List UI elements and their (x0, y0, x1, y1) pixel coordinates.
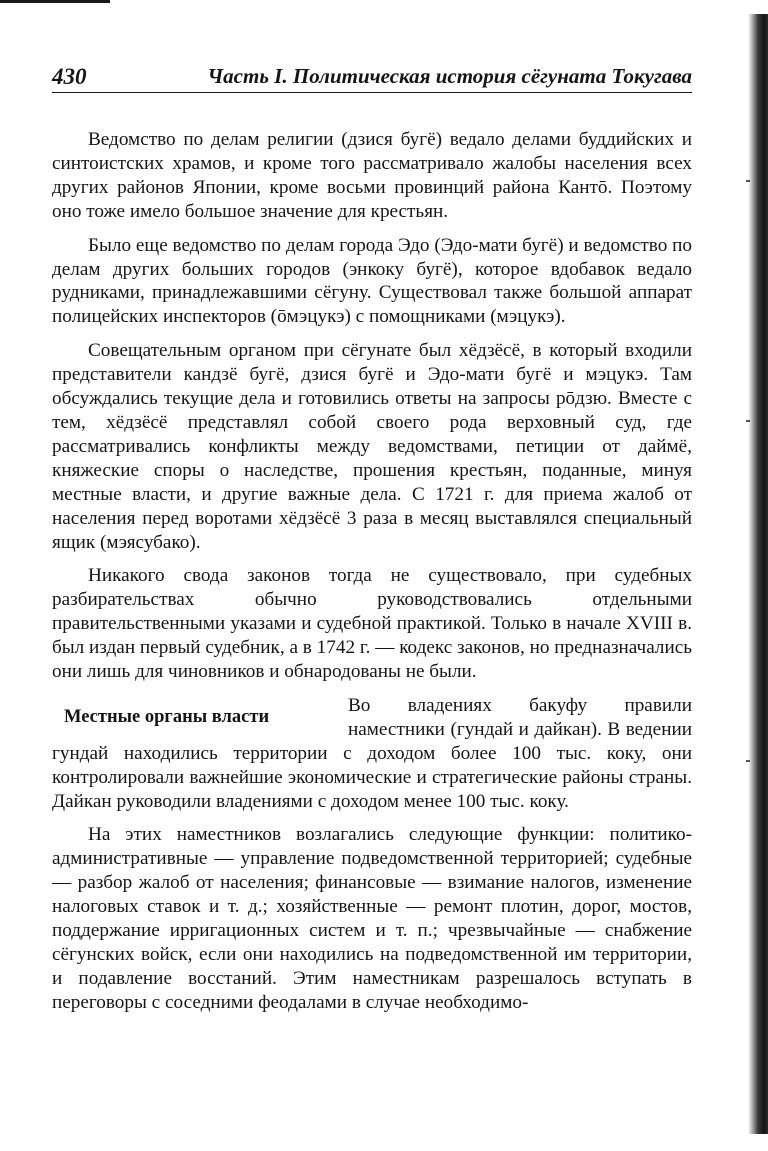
paragraph-governor-functions: На этих наместников возлагались следующие функции: политико-административные — управление подведомственной территорией; судебные — разбор жалоб от населения; финансовые — взимание налогов, изменение налоговых ставок и т. д.; хозяйственные — ремонт плотин, дорог, мостов, поддержание ирригационных систем и т. п.; чрезвычайные — снабжение сёгунских войск, если они находились на подведомственной им территории, и подавление восстаний. Этим наместникам разрешалось вступать в переговоры с соседними феодалами в случае необходимо- (52, 824, 692, 1013)
binding-speck (746, 420, 750, 422)
page-binding-shadow (748, 14, 768, 1134)
running-head: Часть I. Политическая история сёгуната Токугава (207, 64, 692, 88)
page-number: 430 (52, 64, 87, 89)
binding-speck (746, 760, 750, 762)
paragraph-religion-office: Ведомство по делам религии (дзися бугё) ведало делами буддийских и синтоистских храмов, и кроме того рассматривало жалобы населения всех других районов Японии, кроме восьми провинций района Кантō. Поэтому оно тоже имело большое значение для крестьян. (52, 129, 692, 222)
page-header (52, 62, 692, 93)
top-rule (0, 0, 110, 3)
paragraph-city-offices: Было еще ведомство по делам города Эдо (Эдо-мати бугё) и ведомство по делам других больших городов (энкоку бугё), которое вдобавок ведало рудниками, принадлежавшими сёгуну. Существовал также большой аппарат полицейских инспекторов (ōмэцукэ) с помощниками (мэцукэ). (52, 234, 692, 328)
paragraph-laws: Никакого свода законов тогда не существовало, при судебных разбирательствах обычно руководствовались отдельными правительственными указами и судебной практикой. Только в начале XVIII в. был издан первый судебник, а в 1742 г. — кодекс законов, но предназначались они лишь для чиновников и обнародованы не были. (52, 565, 692, 683)
paragraph-local-authorities: Во владениях бакуфу правили наместники (гундай и дайкан). В ведении гундай находились территории с доходом более 100 тыс. коку, они контролировали важнейшие экономические и стратегические районы страны. Дайкан руководили владениями с доходом менее 100 тыс. коку. (52, 694, 692, 812)
section-heading: Местные органы власти (64, 706, 270, 727)
body-text (52, 128, 692, 1025)
binding-speck (746, 180, 750, 182)
paragraph-hyojosho: Совещательным органом при сёгунате был хёдзёсё, в который входили представители кандзё бугё, дзися бугё и Эдо-мати бугё и мэцукэ. Там обсуждались текущие дела и готовились ответы на запросы рōдзю. Вместе с тем, хёдзёсё представлял собой своего рода верховный суд, где рассматривались конфликты между ведомствами, петиции от даймё, княжеские споры о наследстве, прошения крестьян, поданные, минуя местные власти, и другие важные дела. С 1721 г. для приема жалоб от населения перед воротами хёдзёсё 3 раза в месяц выставлялся специальный ящик (мэясубако). (52, 340, 692, 553)
